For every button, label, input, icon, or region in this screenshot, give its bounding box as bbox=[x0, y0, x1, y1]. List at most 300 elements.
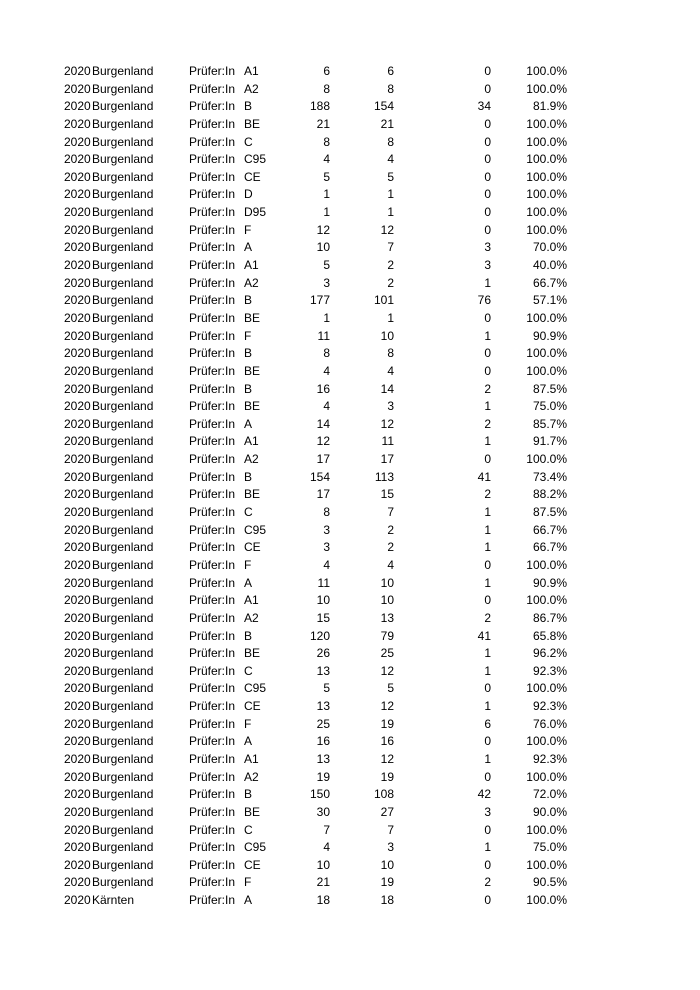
table-row bbox=[0, 257, 700, 275]
pass-rate-cell: 88.2% bbox=[532, 487, 567, 502]
count-total-cell: 1 bbox=[323, 187, 330, 202]
count-passed-cell: 1 bbox=[387, 205, 394, 220]
license-class-cell: C bbox=[244, 134, 253, 149]
pass-rate-cell: 81.9% bbox=[532, 99, 567, 114]
year-cell: 2020 bbox=[64, 575, 91, 590]
count-total-cell: 13 bbox=[316, 663, 330, 678]
role-cell: Prüfer:In bbox=[189, 222, 236, 237]
count-failed-cell: 1 bbox=[484, 522, 491, 537]
table-row bbox=[0, 186, 700, 204]
year-cell: 2020 bbox=[64, 628, 91, 643]
license-class-cell: C bbox=[244, 505, 253, 520]
license-class-cell: BE bbox=[244, 363, 261, 378]
count-failed-cell: 0 bbox=[484, 346, 491, 361]
pass-rate-cell: 66.7% bbox=[532, 522, 567, 537]
role-cell: Prüfer:In bbox=[189, 416, 236, 431]
license-class-cell: A bbox=[244, 416, 253, 431]
table-row bbox=[0, 822, 700, 840]
count-total-cell: 11 bbox=[317, 575, 330, 590]
pass-rate-cell: 90.0% bbox=[532, 804, 567, 819]
count-passed-cell: 10 bbox=[380, 593, 394, 608]
pass-rate-cell: 92.3% bbox=[532, 699, 567, 714]
license-class-cell: B bbox=[244, 381, 253, 396]
count-passed-cell: 3 bbox=[387, 399, 394, 414]
region-cell: Burgenland bbox=[92, 81, 154, 96]
license-class-cell: B bbox=[244, 787, 253, 802]
year-cell: 2020 bbox=[64, 487, 91, 502]
count-passed-cell: 15 bbox=[380, 487, 394, 502]
region-cell: Kärnten bbox=[92, 893, 135, 908]
region-cell: Burgenland bbox=[92, 557, 154, 572]
count-passed-cell: 4 bbox=[387, 152, 394, 167]
count-passed-cell: 108 bbox=[373, 787, 394, 802]
count-failed-cell: 0 bbox=[484, 222, 491, 237]
region-cell: Burgenland bbox=[92, 540, 154, 555]
year-cell: 2020 bbox=[64, 205, 91, 220]
count-total-cell: 8 bbox=[323, 134, 330, 149]
license-class-cell: B bbox=[244, 346, 253, 361]
count-failed-cell: 0 bbox=[484, 452, 491, 467]
table-row bbox=[0, 328, 700, 346]
pass-rate-cell: 87.5% bbox=[532, 505, 567, 520]
pass-rate-cell: 100.0% bbox=[526, 134, 567, 149]
region-cell: Burgenland bbox=[92, 169, 154, 184]
count-total-cell: 5 bbox=[323, 169, 330, 184]
count-failed-cell: 1 bbox=[484, 328, 491, 343]
region-cell: Burgenland bbox=[92, 787, 154, 802]
count-failed-cell: 0 bbox=[484, 116, 491, 131]
count-failed-cell: 0 bbox=[484, 822, 491, 837]
license-class-cell: C bbox=[244, 822, 253, 837]
table-row bbox=[0, 363, 700, 381]
license-class-cell: F bbox=[244, 875, 252, 890]
pass-rate-cell: 100.0% bbox=[526, 205, 567, 220]
region-cell: Burgenland bbox=[92, 222, 154, 237]
role-cell: Prüfer:In bbox=[189, 734, 236, 749]
license-class-cell: CE bbox=[244, 540, 261, 555]
count-total-cell: 17 bbox=[316, 452, 330, 467]
pass-rate-cell: 100.0% bbox=[526, 222, 567, 237]
count-failed-cell: 0 bbox=[484, 363, 491, 378]
count-passed-cell: 25 bbox=[380, 646, 394, 661]
count-failed-cell: 3 bbox=[484, 240, 491, 255]
count-passed-cell: 7 bbox=[387, 240, 394, 255]
role-cell: Prüfer:In bbox=[189, 646, 236, 661]
pass-rate-cell: 100.0% bbox=[526, 152, 567, 167]
region-cell: Burgenland bbox=[92, 593, 154, 608]
count-passed-cell: 10 bbox=[380, 328, 394, 343]
table-row bbox=[0, 486, 700, 504]
role-cell: Prüfer:In bbox=[189, 363, 236, 378]
table-row bbox=[0, 116, 700, 134]
year-cell: 2020 bbox=[64, 310, 91, 325]
year-cell: 2020 bbox=[64, 610, 91, 625]
table-row bbox=[0, 874, 700, 892]
count-total-cell: 21 bbox=[316, 116, 330, 131]
license-class-cell: BE bbox=[244, 310, 261, 325]
count-failed-cell: 2 bbox=[484, 381, 491, 396]
region-cell: Burgenland bbox=[92, 822, 154, 837]
count-failed-cell: 2 bbox=[484, 610, 491, 625]
count-total-cell: 4 bbox=[323, 557, 330, 572]
count-total-cell: 4 bbox=[323, 363, 330, 378]
pass-rate-cell: 90.9% bbox=[532, 328, 567, 343]
pass-rate-cell: 100.0% bbox=[526, 310, 567, 325]
license-class-cell: A bbox=[244, 240, 253, 255]
count-failed-cell: 0 bbox=[484, 893, 491, 908]
region-cell: Burgenland bbox=[92, 751, 154, 766]
license-class-cell: C95 bbox=[244, 840, 267, 855]
license-class-cell: BE bbox=[244, 487, 261, 502]
license-class-cell: A1 bbox=[244, 434, 259, 449]
year-cell: 2020 bbox=[64, 134, 91, 149]
pass-rate-cell: 66.7% bbox=[532, 540, 567, 555]
table-row bbox=[0, 345, 700, 363]
role-cell: Prüfer:In bbox=[189, 205, 236, 220]
count-passed-cell: 113 bbox=[374, 469, 394, 484]
license-class-cell: A bbox=[244, 893, 253, 908]
count-failed-cell: 0 bbox=[484, 187, 491, 202]
count-passed-cell: 5 bbox=[387, 681, 394, 696]
region-cell: Burgenland bbox=[92, 293, 154, 308]
count-passed-cell: 27 bbox=[380, 804, 394, 819]
count-passed-cell: 18 bbox=[380, 893, 394, 908]
pass-rate-cell: 100.0% bbox=[526, 734, 567, 749]
count-failed-cell: 0 bbox=[484, 169, 491, 184]
year-cell: 2020 bbox=[64, 875, 91, 890]
role-cell: Prüfer:In bbox=[189, 769, 236, 784]
license-class-cell: B bbox=[244, 293, 253, 308]
count-passed-cell: 4 bbox=[387, 557, 394, 572]
role-cell: Prüfer:In bbox=[189, 681, 236, 696]
year-cell: 2020 bbox=[64, 522, 91, 537]
license-class-cell: D bbox=[244, 187, 253, 202]
region-cell: Burgenland bbox=[92, 363, 154, 378]
pass-rate-cell: 40.0% bbox=[532, 258, 567, 273]
role-cell: Prüfer:In bbox=[189, 540, 236, 555]
count-failed-cell: 1 bbox=[484, 575, 491, 590]
count-failed-cell: 41 bbox=[477, 469, 491, 484]
region-cell: Burgenland bbox=[92, 328, 154, 343]
count-passed-cell: 3 bbox=[387, 840, 394, 855]
count-passed-cell: 2 bbox=[387, 540, 394, 555]
count-total-cell: 3 bbox=[323, 275, 330, 290]
count-total-cell: 11 bbox=[317, 328, 330, 343]
table-row bbox=[0, 804, 700, 822]
count-passed-cell: 17 bbox=[380, 452, 394, 467]
count-passed-cell: 13 bbox=[380, 610, 394, 625]
count-total-cell: 12 bbox=[316, 222, 330, 237]
license-class-cell: BE bbox=[244, 804, 261, 819]
table-row bbox=[0, 81, 700, 99]
region-cell: Burgenland bbox=[92, 487, 154, 502]
count-total-cell: 10 bbox=[316, 593, 330, 608]
count-failed-cell: 1 bbox=[484, 646, 491, 661]
count-failed-cell: 0 bbox=[484, 681, 491, 696]
region-cell: Burgenland bbox=[92, 275, 154, 290]
table-row bbox=[0, 610, 700, 628]
count-passed-cell: 14 bbox=[380, 381, 394, 396]
role-cell: Prüfer:In bbox=[189, 452, 236, 467]
region-cell: Burgenland bbox=[92, 646, 154, 661]
count-failed-cell: 1 bbox=[484, 399, 491, 414]
region-cell: Burgenland bbox=[92, 522, 154, 537]
count-passed-cell: 12 bbox=[380, 416, 394, 431]
role-cell: Prüfer:In bbox=[189, 469, 236, 484]
pass-rate-cell: 91.7% bbox=[532, 434, 567, 449]
role-cell: Prüfer:In bbox=[189, 134, 236, 149]
role-cell: Prüfer:In bbox=[189, 875, 236, 890]
year-cell: 2020 bbox=[64, 240, 91, 255]
role-cell: Prüfer:In bbox=[189, 522, 236, 537]
license-class-cell: A2 bbox=[244, 275, 259, 290]
role-cell: Prüfer:In bbox=[189, 822, 236, 837]
table-row bbox=[0, 398, 700, 416]
pass-rate-cell: 90.9% bbox=[532, 575, 567, 590]
pass-rate-cell: 65.8% bbox=[532, 628, 567, 643]
count-total-cell: 154 bbox=[309, 469, 330, 484]
license-class-cell: A1 bbox=[244, 593, 259, 608]
role-cell: Prüfer:In bbox=[189, 575, 236, 590]
pass-rate-cell: 100.0% bbox=[526, 64, 567, 78]
count-total-cell: 25 bbox=[316, 716, 330, 731]
table-row bbox=[0, 698, 700, 716]
region-cell: Burgenland bbox=[92, 663, 154, 678]
year-cell: 2020 bbox=[64, 840, 91, 855]
count-passed-cell: 12 bbox=[380, 222, 394, 237]
count-total-cell: 120 bbox=[309, 628, 330, 643]
count-total-cell: 150 bbox=[309, 787, 330, 802]
license-class-cell: B bbox=[244, 628, 253, 643]
region-cell: Burgenland bbox=[92, 399, 154, 414]
region-cell: Burgenland bbox=[92, 610, 154, 625]
role-cell: Prüfer:In bbox=[189, 893, 236, 908]
year-cell: 2020 bbox=[64, 64, 91, 78]
count-passed-cell: 12 bbox=[380, 663, 394, 678]
role-cell: Prüfer:In bbox=[189, 381, 236, 396]
year-cell: 2020 bbox=[64, 663, 91, 678]
year-cell: 2020 bbox=[64, 434, 91, 449]
license-class-cell: CE bbox=[244, 699, 261, 714]
count-total-cell: 1 bbox=[323, 310, 330, 325]
region-cell: Burgenland bbox=[92, 240, 154, 255]
count-failed-cell: 2 bbox=[484, 487, 491, 502]
count-total-cell: 7 bbox=[323, 822, 330, 837]
license-class-cell: A2 bbox=[244, 452, 259, 467]
count-total-cell: 188 bbox=[309, 99, 330, 114]
license-class-cell: D95 bbox=[244, 205, 267, 220]
year-cell: 2020 bbox=[64, 505, 91, 520]
count-total-cell: 177 bbox=[309, 293, 330, 308]
region-cell: Burgenland bbox=[92, 804, 154, 819]
region-cell: Burgenland bbox=[92, 152, 154, 167]
role-cell: Prüfer:In bbox=[189, 716, 236, 731]
count-failed-cell: 41 bbox=[477, 628, 491, 643]
role-cell: Prüfer:In bbox=[189, 593, 236, 608]
region-cell: Burgenland bbox=[92, 381, 154, 396]
table-row bbox=[0, 204, 700, 222]
region-cell: Burgenland bbox=[92, 99, 154, 114]
role-cell: Prüfer:In bbox=[189, 857, 236, 872]
region-cell: Burgenland bbox=[92, 575, 154, 590]
role-cell: Prüfer:In bbox=[189, 293, 236, 308]
count-passed-cell: 6 bbox=[387, 64, 394, 78]
role-cell: Prüfer:In bbox=[189, 505, 236, 520]
count-passed-cell: 2 bbox=[387, 522, 394, 537]
year-cell: 2020 bbox=[64, 716, 91, 731]
table-row bbox=[0, 575, 700, 593]
count-passed-cell: 79 bbox=[380, 628, 394, 643]
table-row bbox=[0, 433, 700, 451]
role-cell: Prüfer:In bbox=[189, 628, 236, 643]
year-cell: 2020 bbox=[64, 593, 91, 608]
pass-rate-cell: 100.0% bbox=[526, 169, 567, 184]
count-passed-cell: 8 bbox=[387, 346, 394, 361]
table-row bbox=[0, 222, 700, 240]
table-row bbox=[0, 645, 700, 663]
license-class-cell: A2 bbox=[244, 81, 259, 96]
role-cell: Prüfer:In bbox=[189, 787, 236, 802]
table-row bbox=[0, 169, 700, 187]
license-class-cell: B bbox=[244, 469, 253, 484]
role-cell: Prüfer:In bbox=[189, 434, 236, 449]
count-total-cell: 4 bbox=[323, 840, 330, 855]
count-passed-cell: 11 bbox=[381, 434, 394, 449]
year-cell: 2020 bbox=[64, 893, 91, 908]
count-total-cell: 8 bbox=[323, 505, 330, 520]
year-cell: 2020 bbox=[64, 699, 91, 714]
year-cell: 2020 bbox=[64, 328, 91, 343]
year-cell: 2020 bbox=[64, 346, 91, 361]
table-row bbox=[0, 539, 700, 557]
year-cell: 2020 bbox=[64, 399, 91, 414]
region-cell: Burgenland bbox=[92, 681, 154, 696]
pass-rate-cell: 100.0% bbox=[526, 822, 567, 837]
count-total-cell: 13 bbox=[316, 751, 330, 766]
count-failed-cell: 1 bbox=[484, 663, 491, 678]
pass-rate-cell: 72.0% bbox=[532, 787, 567, 802]
region-cell: Burgenland bbox=[92, 258, 154, 273]
year-cell: 2020 bbox=[64, 646, 91, 661]
count-passed-cell: 19 bbox=[380, 769, 394, 784]
year-cell: 2020 bbox=[64, 681, 91, 696]
count-failed-cell: 1 bbox=[484, 751, 491, 766]
pass-rate-cell: 92.3% bbox=[532, 751, 567, 766]
pass-rate-cell: 75.0% bbox=[532, 399, 567, 414]
pass-rate-cell: 100.0% bbox=[526, 893, 567, 908]
role-cell: Prüfer:In bbox=[189, 240, 236, 255]
count-failed-cell: 0 bbox=[484, 205, 491, 220]
region-cell: Burgenland bbox=[92, 699, 154, 714]
license-class-cell: F bbox=[244, 716, 252, 731]
count-total-cell: 21 bbox=[316, 875, 330, 890]
table-row bbox=[0, 381, 700, 399]
pass-rate-cell: 100.0% bbox=[526, 363, 567, 378]
count-failed-cell: 3 bbox=[484, 258, 491, 273]
count-failed-cell: 0 bbox=[484, 152, 491, 167]
count-failed-cell: 1 bbox=[484, 840, 491, 855]
year-cell: 2020 bbox=[64, 857, 91, 872]
license-class-cell: F bbox=[244, 557, 252, 572]
region-cell: Burgenland bbox=[92, 857, 154, 872]
region-cell: Burgenland bbox=[92, 434, 154, 449]
table-row bbox=[0, 733, 700, 751]
count-total-cell: 8 bbox=[323, 81, 330, 96]
role-cell: Prüfer:In bbox=[189, 557, 236, 572]
pass-rate-cell: 100.0% bbox=[526, 116, 567, 131]
count-total-cell: 5 bbox=[323, 681, 330, 696]
count-total-cell: 16 bbox=[316, 734, 330, 749]
license-class-cell: BE bbox=[244, 399, 261, 414]
count-passed-cell: 1 bbox=[387, 187, 394, 202]
table-row bbox=[0, 751, 700, 769]
license-class-cell: C95 bbox=[244, 681, 267, 696]
region-cell: Burgenland bbox=[92, 64, 154, 78]
count-total-cell: 17 bbox=[316, 487, 330, 502]
year-cell: 2020 bbox=[64, 769, 91, 784]
pass-rate-cell: 73.4% bbox=[532, 469, 567, 484]
table-row bbox=[0, 716, 700, 734]
year-cell: 2020 bbox=[64, 99, 91, 114]
region-cell: Burgenland bbox=[92, 187, 154, 202]
count-passed-cell: 101 bbox=[373, 293, 394, 308]
year-cell: 2020 bbox=[64, 822, 91, 837]
count-total-cell: 4 bbox=[323, 399, 330, 414]
count-passed-cell: 8 bbox=[387, 81, 394, 96]
region-cell: Burgenland bbox=[92, 875, 154, 890]
year-cell: 2020 bbox=[64, 275, 91, 290]
table-row bbox=[0, 769, 700, 787]
role-cell: Prüfer:In bbox=[189, 187, 236, 202]
role-cell: Prüfer:In bbox=[189, 310, 236, 325]
table-row bbox=[0, 680, 700, 698]
region-cell: Burgenland bbox=[92, 840, 154, 855]
table-row bbox=[0, 504, 700, 522]
license-class-cell: A bbox=[244, 734, 253, 749]
role-cell: Prüfer:In bbox=[189, 116, 236, 131]
year-cell: 2020 bbox=[64, 381, 91, 396]
count-passed-cell: 16 bbox=[380, 734, 394, 749]
count-failed-cell: 0 bbox=[484, 134, 491, 149]
count-passed-cell: 8 bbox=[387, 134, 394, 149]
pass-rate-cell: 92.3% bbox=[532, 663, 567, 678]
count-failed-cell: 1 bbox=[484, 434, 491, 449]
region-cell: Burgenland bbox=[92, 505, 154, 520]
year-cell: 2020 bbox=[64, 187, 91, 202]
role-cell: Prüfer:In bbox=[189, 610, 236, 625]
license-class-cell: A1 bbox=[244, 64, 259, 78]
year-cell: 2020 bbox=[64, 81, 91, 96]
region-cell: Burgenland bbox=[92, 134, 154, 149]
role-cell: Prüfer:In bbox=[189, 275, 236, 290]
count-passed-cell: 2 bbox=[387, 275, 394, 290]
year-cell: 2020 bbox=[64, 469, 91, 484]
count-total-cell: 26 bbox=[316, 646, 330, 661]
count-failed-cell: 42 bbox=[477, 787, 491, 802]
year-cell: 2020 bbox=[64, 363, 91, 378]
table-row bbox=[0, 292, 700, 310]
count-passed-cell: 1 bbox=[387, 310, 394, 325]
count-total-cell: 15 bbox=[316, 610, 330, 625]
pass-rate-cell: 75.0% bbox=[532, 840, 567, 855]
role-cell: Prüfer:In bbox=[189, 840, 236, 855]
pass-rate-cell: 100.0% bbox=[526, 769, 567, 784]
license-class-cell: C bbox=[244, 663, 253, 678]
count-failed-cell: 1 bbox=[484, 540, 491, 555]
count-total-cell: 18 bbox=[316, 893, 330, 908]
pass-rate-cell: 100.0% bbox=[526, 857, 567, 872]
role-cell: Prüfer:In bbox=[189, 487, 236, 502]
